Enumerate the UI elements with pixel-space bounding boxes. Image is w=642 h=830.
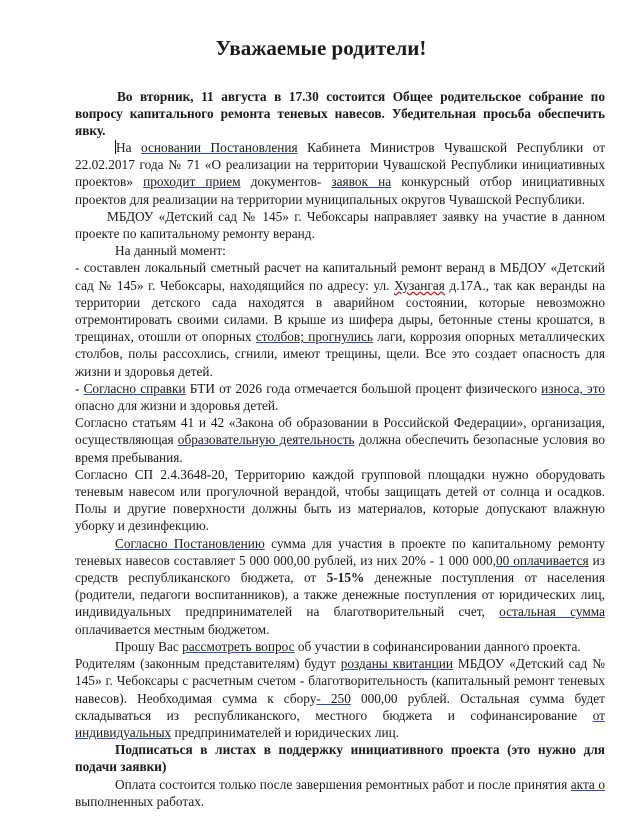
paragraph-payment: Оплата состоится только после завершения ремонтных работ и после принятия акта о выполненных работах.	[75, 776, 605, 809]
paragraph-funding: Согласно Постановлению сумма для участия в проекте по капитальному ремонту теневых навесов составляет 5 000 000,00 рублей, из них 20% - 1 000 000,00 оплачивается из средств республиканского бюджета, от 5-15% денежные поступления от населения (родители, педагоги воспитанников), а также денежные поступления от юридических лиц, индивидуальных предпринимателей на благотворительный счет, остальная сумма оплачивается местным бюджетом.	[75, 535, 605, 637]
paragraph-basis: На основании Постановления Кабинета Министров Чувашской Республики от 22.02.2017 года № 71 «О реализации на территории Чувашской Республики инициативных проектов» проходит прием документов- заявок на конкурсный отбор инициативных проектов для реализации на территории муниципальных округов Чувашской Республики.	[75, 140, 606, 207]
paragraph-current-state-heading: На данный момент:	[115, 243, 226, 259]
paragraph-request: Прошу Вас рассмотреть вопрос об участии в софинансировании данного проекта.	[115, 638, 581, 654]
paragraph-bti: - Согласно справки БТИ от 2026 года отмечается большой процент физического износа, это опасно для жизни и здоровья детей.	[75, 380, 605, 414]
document-body	[75, 139, 605, 810]
paragraph-application: МБДОУ «Детский сад № 145» г. Чебоксары направляет заявку на участие в данном проекте по капитальному ремонту веранд.	[75, 208, 605, 242]
paragraph-sanitary-rules: Согласно СП 2.4.3648-20, Территорию каждой групповой площадки нужно оборудовать теневым навесом или прогулочной верандой, чтобы защищать детей от солнца и осадков. Полы и другие поверхности должны быть из материалов, которые допускают влажную уборку и дезинфекцию.	[75, 466, 605, 534]
paragraph-law: Согласно статьям 41 и 42 «Закона об образовании в Российской Федерации», организация, осуществляющая образовательную деятельность должна обеспечить безопасные условия во время пребывания.	[75, 415, 606, 465]
page-title: Уважаемые родители!	[215, 36, 427, 60]
paragraph-signature-request: Подписаться в листах в поддержку инициативного проекта (это нужно для подачи заявки)	[75, 742, 605, 775]
paragraph-estimate: - составлен локальный сметный расчет на капитальный ремонт веранд в МБДОУ «Детский сад № 145» г. Чебоксары, находящийся по адресу: ул. Хузангая д.17А., так как веранды на территории детского сада находятся в аварийном состоянии, которые невозможно отремонтировать своими силами. В крыше из шифера дыры, бетонные стены крошатся, в трещинах, отошли от опорных столбов; прогнулись лаги, коррозия опорных металлических столбов, полы рассохлись, сгнили, имеют трещины, щели. Все это создает опасность для жизни и здоровья детей.	[75, 260, 605, 379]
meeting-announcement: Во вторник, 11 августа в 17.30 состоится Общее родительское собрание по вопросу капитального ремонта теневых навесов. Убедительная просьба обеспечить явку.	[75, 89, 605, 139]
paragraph-receipts: Родителям (законным представителям) будут розданы квитанции МБДОУ «Детский сад № 145» г. Чебоксары с расчетным счетом - благотворительность (капитальный ремонт теневых навесов). Необходимая сумма к сбору- 250 000,00 рублей. Остальная сумма будет складываться из республиканского, местного бюджета и софинансирование от индивидуальных предпринимателей и юридических лиц.	[75, 656, 605, 740]
